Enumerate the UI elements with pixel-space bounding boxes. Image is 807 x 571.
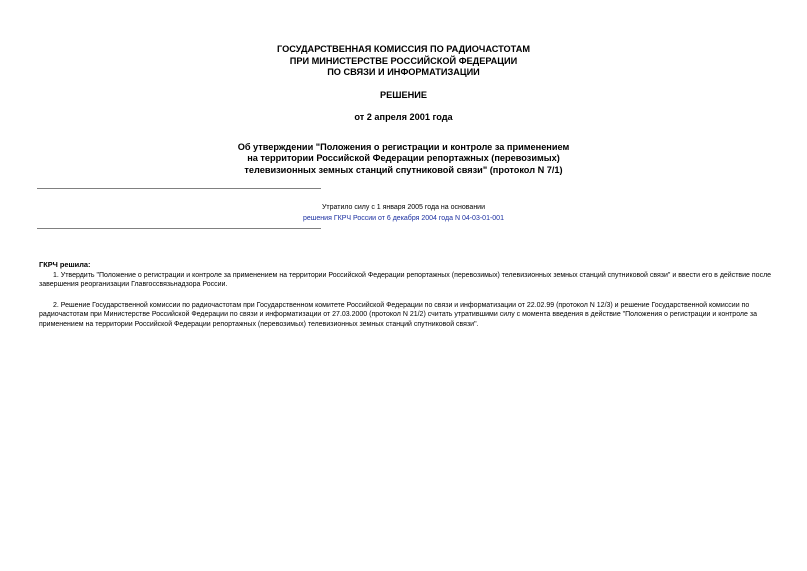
decision-date: от 2 апреля 2001 года <box>354 112 453 122</box>
divider-top <box>37 188 321 189</box>
header-line-2: ПРИ МИНИСТЕРСТВЕ РОССИЙСКОЙ ФЕДЕРАЦИИ <box>289 55 518 66</box>
document-body <box>39 260 774 341</box>
commission-header <box>0 44 807 79</box>
paragraph-2: 2. Решение Государственной комиссии по радиочастотам при Государственном комитете Российской Федерации по связи и информатизации от 22.02.99 (протокол N 12/3) и решение Государственной комиссии по радиочастотам при Министерстве Российской Федерации по связи и информатизации от 27.03.2000 (протокол N 21/2) считать утратившими силу с момента введения в действие "Положения о регистрации и контроле за применением на территории Российской Федерации репортажных (перевозимых) телевизионных земных станций спутниковой связи". <box>39 301 757 328</box>
void-notice-link[interactable]: решения ГКРЧ России от 6 декабря 2004 года N 04-03-01-001 <box>303 215 504 222</box>
header-line-1: ГОСУДАРСТВЕННАЯ КОМИССИЯ ПО РАДИОЧАСТОТАМ <box>277 44 530 54</box>
resolved-heading: ГКРЧ решила: <box>39 260 91 269</box>
void-notice-text: Утратило силу с 1 января 2005 года на основании <box>321 204 486 211</box>
paragraph-1: 1. Утвердить "Положение о регистрации и контроле за применением на территории Российской Федерации репортажных (перевозимых) телевизионных земных станций спутниковой связи" и ввести его в действие после завершения реорганизации Главгоссвязьнадзора России. <box>39 271 772 289</box>
subject-line-2: на территории Российской Федерации репортажных (перевозимых) <box>247 153 560 164</box>
divider-bottom <box>37 228 321 229</box>
subject-line-3: телевизионных земных станций спутниковой связи" (протокол N 7/1) <box>244 164 563 175</box>
header-line-3: ПО СВЯЗИ И ИНФОРМАТИЗАЦИИ <box>327 67 480 77</box>
subject-line-1: Об утверждении "Положения о регистрации и контроле за применением <box>237 142 570 152</box>
void-notice <box>0 202 807 224</box>
decision-title: РЕШЕНИЕ <box>380 90 427 100</box>
decision-subject <box>0 142 807 176</box>
